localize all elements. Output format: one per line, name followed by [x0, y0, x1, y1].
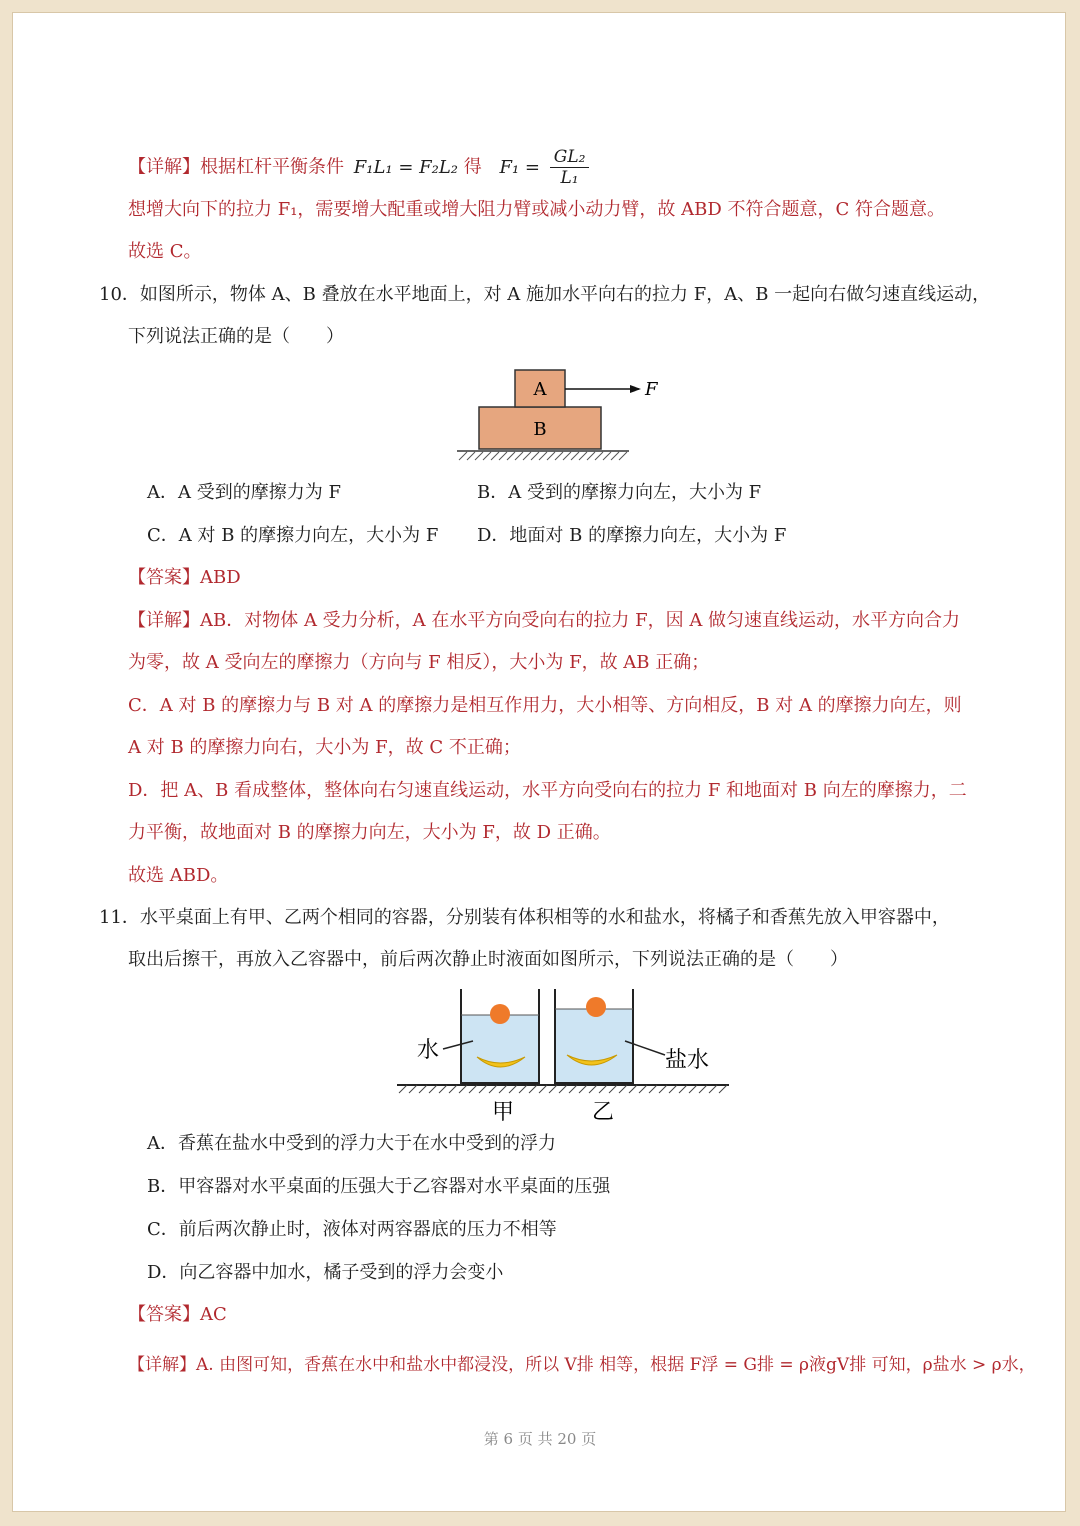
q11-figure: [379, 985, 729, 1123]
q10-detail-line3: C．A 对 B 的摩擦力与 B 对 A 的摩擦力是相互作用力，大小相等、方向相反，B 对 A 的摩擦力向左，则: [128, 695, 962, 716]
q11-stem-line2: 取出后擦干，再放入乙容器中，前后两次静止时液面如图所示，下列说法正确的是（ ）: [128, 949, 848, 970]
q10-option-b: B．A 受到的摩擦力向左，大小为 F: [477, 482, 762, 503]
q11-option-c: C．前后两次静止时，液体对两容器底的压力不相等: [147, 1219, 557, 1240]
lever-formula: F₁L₁ = F₂L₂: [353, 156, 459, 178]
q10-answer: 【答案】ABD: [128, 567, 241, 588]
q11-option-d: D．向乙容器中加水，橘子受到的浮力会变小: [147, 1262, 504, 1283]
fraction-denominator: L₁: [560, 168, 579, 188]
force-label: F: [645, 379, 658, 400]
q10-detail-line6: 力平衡，故地面对 B 的摩擦力向左，大小为 F，故 D 正确。: [128, 822, 611, 843]
detail-text: 根据杠杆平衡条件: [200, 156, 344, 178]
label-yi: 乙: [591, 1100, 615, 1123]
q10-detail-line7: 故选 ABD。: [128, 865, 229, 886]
q10-option-c: C．A 对 B 的摩擦力向左，大小为 F: [147, 525, 439, 546]
q9-detail-line2: 想增大向下的拉力 F₁，需要增大配重或增大阻力臂或减小动力臂，故 ABD 不符合题意，C 符合题意。: [128, 199, 946, 220]
fraction-numerator: GL₂: [550, 147, 590, 168]
block-b-label: B: [533, 419, 547, 440]
block-a-label: A: [533, 379, 547, 400]
q10-detail-line2: 为零，故 A 受向左的摩擦力（方向与 F 相反），大小为 F，故 AB 正确；: [128, 652, 710, 673]
q10-figure: [449, 365, 679, 465]
detail-label: 【详解】: [128, 156, 200, 178]
q9-detail-line3: 故选 C。: [128, 241, 202, 262]
q11-answer: 【答案】AC: [128, 1304, 227, 1325]
container-yi-liquid: [555, 1009, 633, 1083]
q10-option-d: D．地面对 B 的摩擦力向左，大小为 F: [477, 525, 787, 546]
force-arrowhead: [630, 385, 641, 393]
document-page: [12, 12, 1066, 1512]
q10-detail-line1: 【详解】AB．对物体 A 受力分析，A 在水平方向受向右的拉力 F，因 A 做匀速直线运动，水平方向合力: [128, 610, 961, 631]
container-jia-liquid: [461, 1015, 539, 1083]
q10-option-a: A．A 受到的摩擦力为 F: [147, 482, 341, 503]
q10-detail-line4: A 对 B 的摩擦力向右，大小为 F，故 C 不正确；: [128, 737, 521, 758]
result-lhs: F₁ =: [499, 156, 540, 178]
table-hatch: [399, 1085, 727, 1093]
page-footer: 第 6 页 共 20 页: [483, 1430, 597, 1448]
q11-option-b: B．甲容器对水平桌面的压强大于乙容器对水平桌面的压强: [147, 1176, 611, 1197]
q10-detail-line5: D．把 A、B 看成整体，整体向右匀速直线运动，水平方向受向右的拉力 F 和地面对 B 向左的摩擦力，二: [128, 780, 967, 801]
q11-stem-line1: 11．水平桌面上有甲、乙两个相同的容器，分别装有体积相等的水和盐水，将橘子和香蕉先放入甲容器中，: [99, 907, 950, 928]
result-fraction: [550, 147, 590, 188]
label-salt-water: 盐水: [665, 1048, 710, 1073]
q11-detail-line1: 【详解】A. 由图可知，香蕉在水中和盐水中都浸没，所以 V排 相等，根据 F浮 = G排 = ρ液gV排 可知，ρ盐水 > ρ水，: [128, 1355, 1036, 1375]
ground-hatch: [459, 452, 627, 460]
orange-in-salt-water: [586, 997, 606, 1017]
label-water: 水: [417, 1038, 440, 1063]
de-text: 得: [463, 156, 482, 178]
q11-option-a: A．香蕉在盐水中受到的浮力大于在水中受到的浮力: [147, 1133, 556, 1154]
q10-stem-line2: 下列说法正确的是（ ）: [128, 326, 344, 347]
q10-stem-line1: 10．如图所示，物体 A、B 叠放在水平地面上，对 A 施加水平向右的拉力 F，A、B 一起向右做匀速直线运动，: [99, 284, 991, 305]
label-jia: 甲: [491, 1100, 515, 1123]
orange-in-water: [490, 1004, 510, 1024]
q9-detail-line1: [128, 147, 589, 188]
